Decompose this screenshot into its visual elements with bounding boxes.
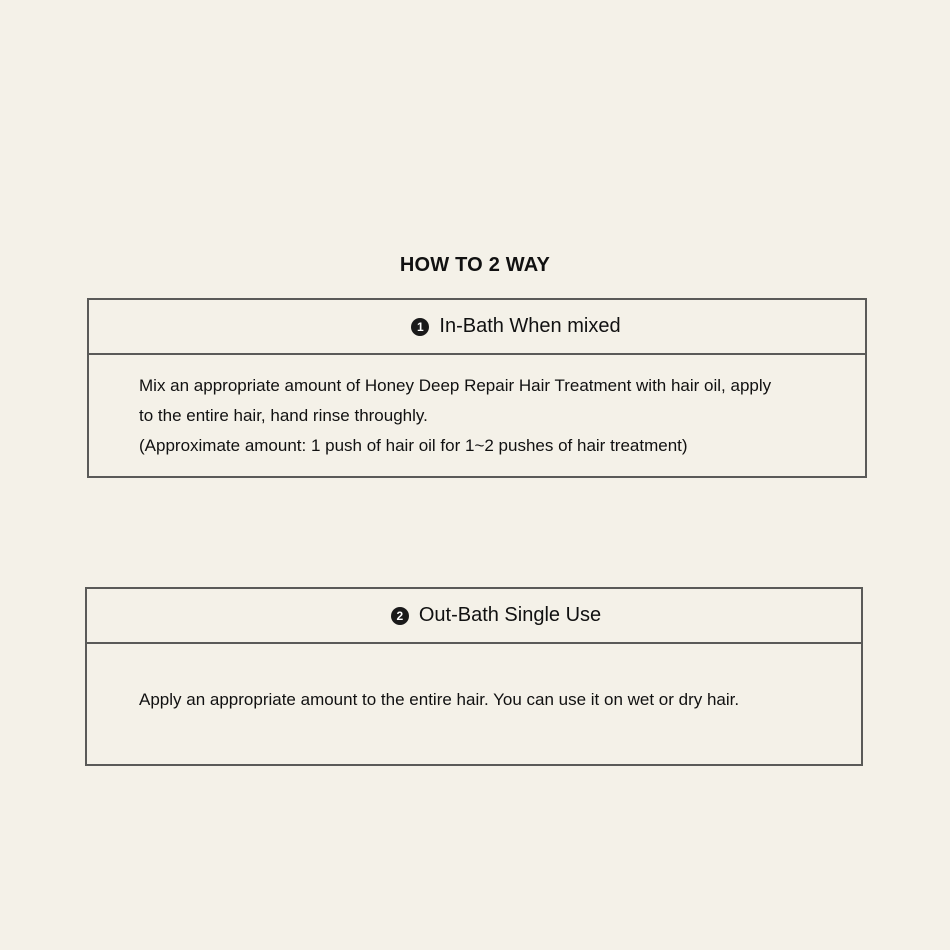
number-two-badge-icon: 2 <box>391 607 409 625</box>
number-one-badge-icon: 1 <box>411 318 429 336</box>
step-1-body <box>89 355 865 461</box>
step-1-header <box>89 300 865 355</box>
step-1-line-1: Mix an appropriate amount of Honey Deep Repair Hair Treatment with hair oil, apply <box>139 376 772 395</box>
step-2-line-1: Apply an appropriate amount to the entire hair. You can use it on wet or dry hair. <box>139 690 740 709</box>
step-2-box <box>85 587 863 766</box>
page-title: HOW TO 2 WAY <box>399 254 551 276</box>
step-1-box <box>87 298 867 478</box>
step-1-line-3: (Approximate amount: 1 push of hair oil for 1~2 pushes of hair treatment) <box>139 436 688 455</box>
step-1-line-2: to the entire hair, hand rinse throughly. <box>139 406 428 425</box>
step-2-heading: Out-Bath Single Use <box>418 604 602 626</box>
step-2-body <box>87 644 861 715</box>
step-1-heading: In-Bath When mixed <box>439 315 621 337</box>
step-2-header <box>87 589 861 644</box>
